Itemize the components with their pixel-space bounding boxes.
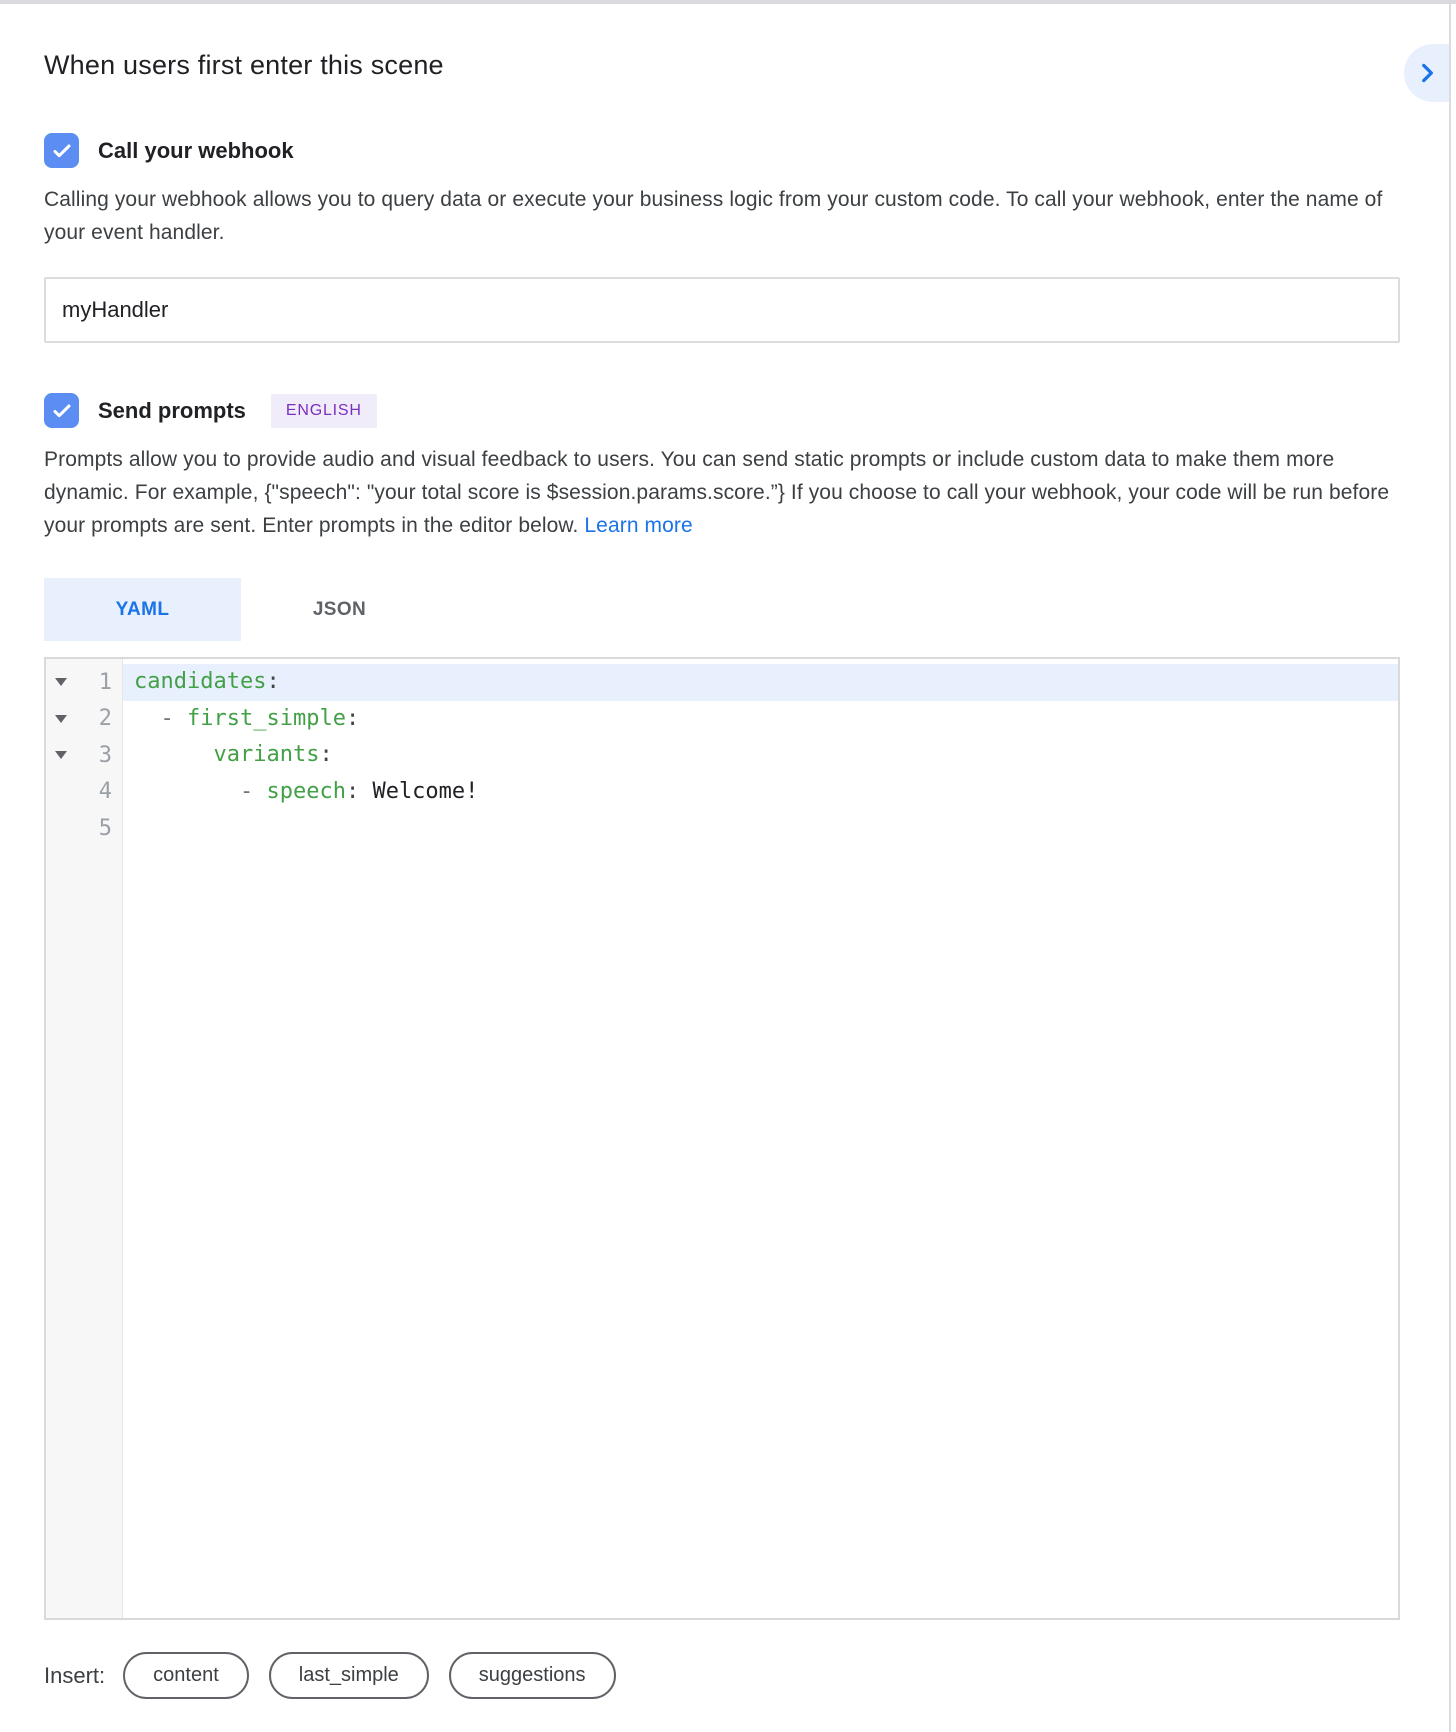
fold-arrow-icon[interactable] (55, 678, 67, 686)
call-webhook-label: Call your webhook (98, 137, 294, 163)
prompt-code-editor (44, 657, 1400, 1620)
insert-chip-suggestions[interactable]: suggestions (449, 1652, 616, 1699)
checkmark-icon (50, 399, 74, 423)
gutter-row (46, 701, 122, 738)
gutter-row (46, 774, 122, 811)
tab-yaml[interactable]: YAML (44, 578, 241, 641)
code-line (123, 664, 1398, 701)
line-number: 3 (98, 742, 112, 768)
prompts-description-text: Prompts allow you to provide audio and visual feedback to users. You can send static prompts or include custom data to make them more dynamic. For example, {"speech": "your total score is $session.params.score.”} If you choose to call your webhook, your code will be run before your prompts are sent. Enter prompts in the editor below. (44, 448, 1390, 537)
language-badge: ENGLISH (271, 394, 377, 428)
line-number: 2 (98, 706, 112, 732)
prompts-description (44, 443, 1400, 542)
code-token: candidates (134, 669, 267, 694)
learn-more-link[interactable]: Learn more (584, 514, 693, 537)
code-line (123, 737, 1398, 774)
code-token (134, 742, 213, 767)
gutter-row (46, 810, 122, 847)
send-prompts-checkbox[interactable] (44, 393, 79, 428)
checkmark-icon (50, 139, 74, 163)
line-number: 1 (98, 669, 112, 695)
editor-format-tabs (44, 578, 1400, 641)
gutter-row (46, 737, 122, 774)
code-line (123, 810, 1398, 847)
line-number: 5 (98, 815, 112, 841)
gutter-row (46, 664, 122, 701)
code-token: variants (213, 742, 320, 767)
call-webhook-row (44, 133, 1400, 168)
chevron-right-icon (1414, 60, 1440, 86)
page-title: When users first enter this scene (44, 50, 444, 80)
tab-json[interactable]: JSON (241, 578, 438, 641)
code-token: first_simple (187, 705, 346, 731)
code-token (134, 706, 161, 731)
code-token: - (160, 705, 174, 731)
code-line (123, 701, 1398, 738)
send-prompts-label: Send prompts (98, 397, 246, 423)
insert-bar (44, 1652, 1400, 1699)
insert-chip-content[interactable]: content (123, 1652, 249, 1699)
line-number: 4 (98, 779, 112, 805)
insert-chips (105, 1652, 615, 1699)
event-handler-input[interactable] (44, 277, 1400, 343)
code-token: - (239, 778, 254, 804)
code-token: Welcome! (359, 778, 479, 804)
editor-gutter (46, 659, 123, 1618)
code-token: : (266, 669, 280, 694)
code-token: : (319, 742, 333, 767)
code-line (123, 774, 1398, 811)
send-prompts-row (44, 393, 1400, 428)
webhook-description: Calling your webhook allows you to query data or execute your business logic from your custom code. To call your webhook, enter the name of your event handler. (44, 188, 1383, 244)
code-token (174, 706, 187, 731)
code-token: : (345, 778, 360, 804)
editor-code[interactable] (123, 659, 1398, 1618)
fold-arrow-icon[interactable] (55, 715, 67, 723)
fold-arrow-icon[interactable] (55, 751, 67, 759)
call-webhook-checkbox[interactable] (44, 133, 79, 168)
collapse-panel-button[interactable] (1404, 44, 1449, 102)
code-token (134, 779, 240, 804)
insert-chip-last_simple[interactable]: last_simple (269, 1652, 429, 1699)
code-token: speech (266, 778, 346, 804)
code-token (253, 779, 266, 804)
insert-label: Insert: (44, 1662, 106, 1688)
scene-entry-panel (0, 4, 1451, 1732)
code-token: : (345, 705, 360, 731)
